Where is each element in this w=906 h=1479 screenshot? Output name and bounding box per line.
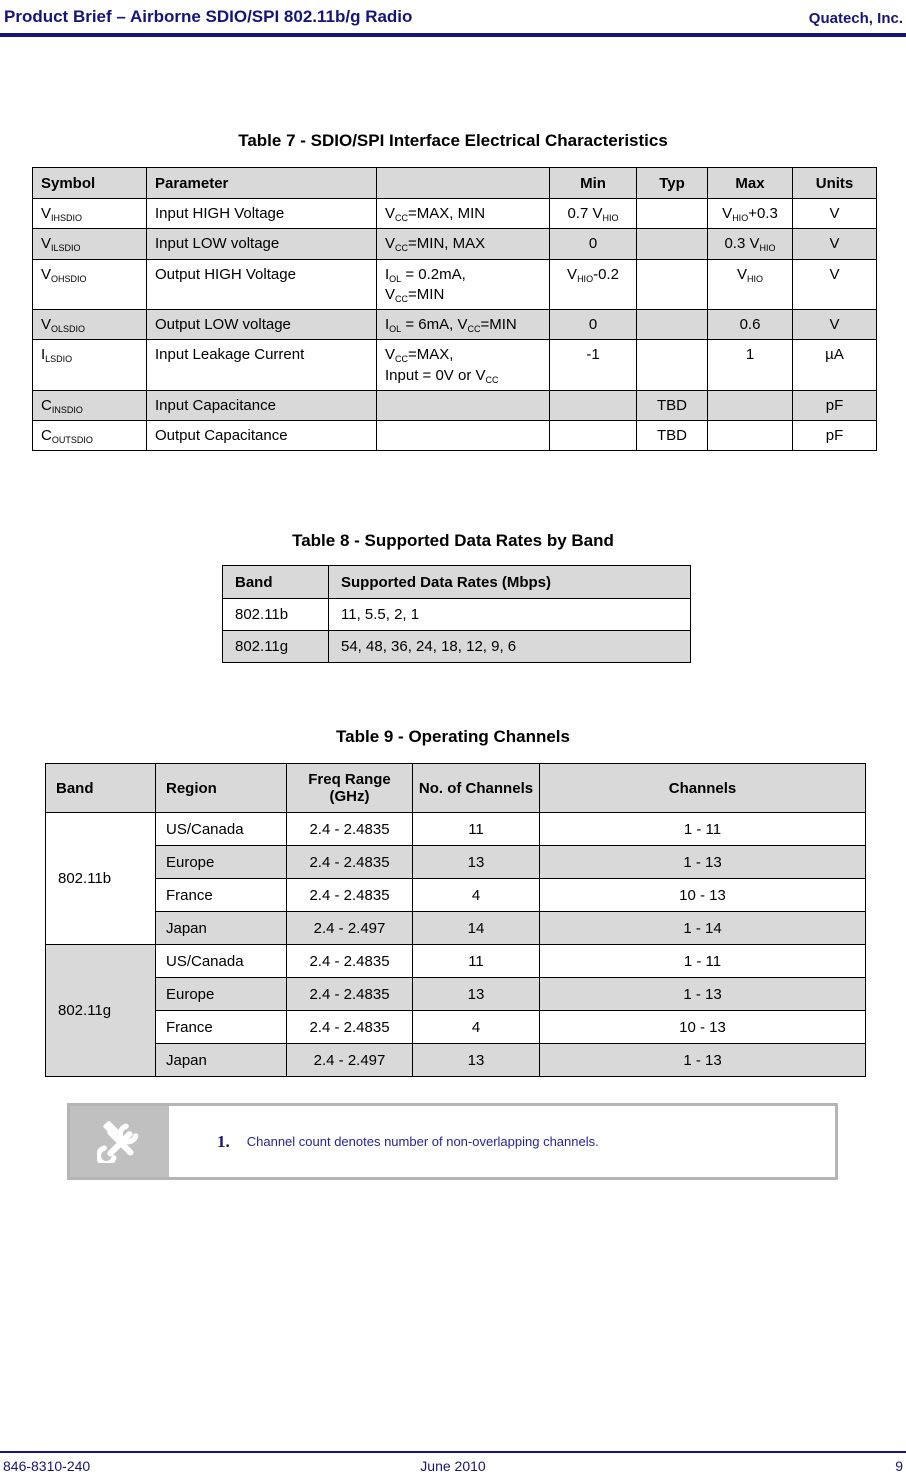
- min-cell: -1: [550, 340, 637, 391]
- min-cell: [550, 390, 637, 420]
- note-text: Channel count denotes number of non-overlapping channels.: [246, 1134, 599, 1149]
- count-cell: 13: [413, 978, 540, 1011]
- units-cell: V: [793, 229, 877, 259]
- table-row: [46, 846, 866, 879]
- table8-data-rates: [222, 565, 691, 663]
- region-cell: Europe: [156, 846, 287, 879]
- parameter-cell: Input HIGH Voltage: [147, 199, 377, 229]
- freq-cell: 2.4 - 2.4835: [287, 978, 413, 1011]
- parameter-cell: Input Leakage Current: [147, 340, 377, 391]
- freq-cell: 2.4 - 2.4835: [287, 879, 413, 912]
- table-row: [33, 310, 877, 340]
- freq-cell: 2.4 - 2.4835: [287, 846, 413, 879]
- symbol-cell: $C_{OUTSDIO}$: [33, 421, 147, 451]
- condition-cell: $V_{CC}=MIN$, MAX: [377, 229, 550, 259]
- channels-cell: 10 - 13: [540, 1011, 866, 1044]
- page-footer: [0, 1451, 906, 1474]
- channels-cell: 1 - 13: [540, 846, 866, 879]
- count-cell: 11: [413, 813, 540, 846]
- column-header-channels: Channels: [540, 764, 866, 813]
- parameter-cell: Output LOW voltage: [147, 310, 377, 340]
- parameter-cell: Output HIGH Voltage: [147, 259, 377, 310]
- region-cell: Japan: [156, 912, 287, 945]
- symbol-cell: $C_{INSDIO}$: [33, 390, 147, 420]
- note-number: 1.: [217, 1131, 230, 1151]
- table-row: [46, 879, 866, 912]
- max-cell: [708, 421, 793, 451]
- column-header-min: Min: [550, 168, 637, 199]
- units-cell: V: [793, 199, 877, 229]
- band-cell: 802.11b: [46, 813, 156, 945]
- units-cell: pF: [793, 390, 877, 420]
- page-header: [0, 0, 906, 37]
- column-header-typ: Typ: [637, 168, 708, 199]
- max-cell: $V_{HIO}+0.3$: [708, 199, 793, 229]
- channels-cell: 1 - 13: [540, 1044, 866, 1077]
- table-row: [46, 813, 866, 846]
- max-cell: $V_{HIO}$: [708, 259, 793, 310]
- channels-cell: 1 - 14: [540, 912, 866, 945]
- symbol-cell: $V_{OLSDIO}$: [33, 310, 147, 340]
- rates-cell: 11, 5.5, 2, 1: [329, 599, 691, 631]
- min-cell: $V_{HIO}-0.2$: [550, 259, 637, 310]
- units-cell: V: [793, 310, 877, 340]
- region-cell: US/Canada: [156, 945, 287, 978]
- count-cell: 4: [413, 879, 540, 912]
- band-cell: 802.11g: [46, 945, 156, 1077]
- typ-cell: [637, 259, 708, 310]
- table-row: [46, 1011, 866, 1044]
- typ-cell: [637, 310, 708, 340]
- table7-title: Table 7 - SDIO/SPI Interface Electrical Characteristics: [238, 131, 668, 150]
- table-header-row: [46, 764, 866, 813]
- symbol-cell: $V_{OHSDIO}$: [33, 259, 147, 310]
- channels-cell: 1 - 11: [540, 945, 866, 978]
- parameter-cell: Input LOW voltage: [147, 229, 377, 259]
- count-cell: 4: [413, 1011, 540, 1044]
- column-header-band: Band: [223, 566, 329, 599]
- note-content: [169, 1106, 599, 1177]
- typ-cell: TBD: [637, 421, 708, 451]
- column-header-band: Band: [46, 764, 156, 813]
- document-title: Product Brief – Airborne SDIO/SPI 802.11b/g Radio: [4, 7, 413, 26]
- table-row: [46, 912, 866, 945]
- column-header-rates: Supported Data Rates (Mbps): [329, 566, 691, 599]
- band-cell: 802.11b: [223, 599, 329, 631]
- typ-cell: [637, 229, 708, 259]
- table-row: [46, 1044, 866, 1077]
- condition-cell: [377, 421, 550, 451]
- region-cell: France: [156, 879, 287, 912]
- count-cell: 14: [413, 912, 540, 945]
- column-header-units: Units: [793, 168, 877, 199]
- table-row: [46, 978, 866, 1011]
- parameter-cell: Input Capacitance: [147, 390, 377, 420]
- channels-cell: 1 - 11: [540, 813, 866, 846]
- region-cell: France: [156, 1011, 287, 1044]
- parameter-cell: Output Capacitance: [147, 421, 377, 451]
- freq-cell: 2.4 - 2.497: [287, 1044, 413, 1077]
- min-cell: 0.7 $V_{HIO}$: [550, 199, 637, 229]
- table9-operating-channels: [45, 763, 866, 1077]
- table-row: [33, 229, 877, 259]
- symbol-cell: $V_{IHSDIO}$: [33, 199, 147, 229]
- max-cell: 1: [708, 340, 793, 391]
- table-row: [33, 340, 877, 391]
- count-cell: 13: [413, 1044, 540, 1077]
- note-box: [67, 1103, 838, 1180]
- condition-cell: [377, 390, 550, 420]
- rates-cell: 54, 48, 36, 24, 18, 12, 9, 6: [329, 631, 691, 663]
- channels-cell: 10 - 13: [540, 879, 866, 912]
- channels-cell: 1 - 13: [540, 978, 866, 1011]
- column-header-channel-count: No. of Channels: [413, 764, 540, 813]
- max-cell: 0.3 $V_{HIO}$: [708, 229, 793, 259]
- region-cell: Europe: [156, 978, 287, 1011]
- footer-page-number: 9: [895, 1458, 903, 1474]
- table-row: [33, 199, 877, 229]
- band-cell: 802.11g: [223, 631, 329, 663]
- symbol-cell: $V_{ILSDIO}$: [33, 229, 147, 259]
- region-cell: US/Canada: [156, 813, 287, 846]
- count-cell: 13: [413, 846, 540, 879]
- freq-cell: 2.4 - 2.4835: [287, 813, 413, 846]
- column-header-region: Region: [156, 764, 287, 813]
- condition-cell: $I_{OL} = 0.2mA$, $V_{CC}=MIN$: [377, 259, 550, 310]
- freq-cell: 2.4 - 2.4835: [287, 945, 413, 978]
- company-name: Quatech, Inc.: [808, 10, 903, 27]
- typ-cell: [637, 340, 708, 391]
- units-cell: µA: [793, 340, 877, 391]
- column-header-symbol: Symbol: [33, 168, 147, 199]
- units-cell: V: [793, 259, 877, 310]
- column-header-max: Max: [708, 168, 793, 199]
- table-header-row: [33, 168, 877, 199]
- units-cell: pF: [793, 421, 877, 451]
- condition-cell: $V_{CC}=MAX$, MIN: [377, 199, 550, 229]
- typ-cell: [637, 199, 708, 229]
- table-header-row: [223, 566, 691, 599]
- symbol-cell: $I_{LSDIO}$: [33, 340, 147, 391]
- max-cell: [708, 390, 793, 420]
- min-cell: 0: [550, 310, 637, 340]
- table9-title: Table 9 - Operating Channels: [336, 727, 570, 746]
- note-icon-panel: [70, 1106, 169, 1177]
- footer-doc-number: 846-8310-240: [3, 1458, 91, 1474]
- condition-cell: $I_{OL} = 6mA$, $V_{CC}=MIN$: [377, 310, 550, 340]
- min-cell: [550, 421, 637, 451]
- column-header-parameter: Parameter: [147, 168, 377, 199]
- table-row: [33, 259, 877, 310]
- table-row: [223, 599, 691, 631]
- column-header-condition: [377, 168, 550, 199]
- max-cell: 0.6: [708, 310, 793, 340]
- count-cell: 11: [413, 945, 540, 978]
- column-header-freq-range: Freq Range (GHz): [287, 764, 413, 813]
- min-cell: 0: [550, 229, 637, 259]
- freq-cell: 2.4 - 2.497: [287, 912, 413, 945]
- footer-date: June 2010: [420, 1458, 486, 1474]
- freq-cell: 2.4 - 2.4835: [287, 1011, 413, 1044]
- table-row: [33, 421, 877, 451]
- region-cell: Japan: [156, 1044, 287, 1077]
- table8-title: Table 8 - Supported Data Rates by Band: [292, 531, 614, 550]
- condition-cell: $V_{CC}=MAX$, Input = 0V or $V_{CC}$: [377, 340, 550, 391]
- table-row: [223, 631, 691, 663]
- table7-electrical-characteristics: [32, 167, 877, 451]
- table-row: [33, 390, 877, 420]
- tools-icon: [97, 1121, 143, 1163]
- typ-cell: TBD: [637, 390, 708, 420]
- table-row: [46, 945, 866, 978]
